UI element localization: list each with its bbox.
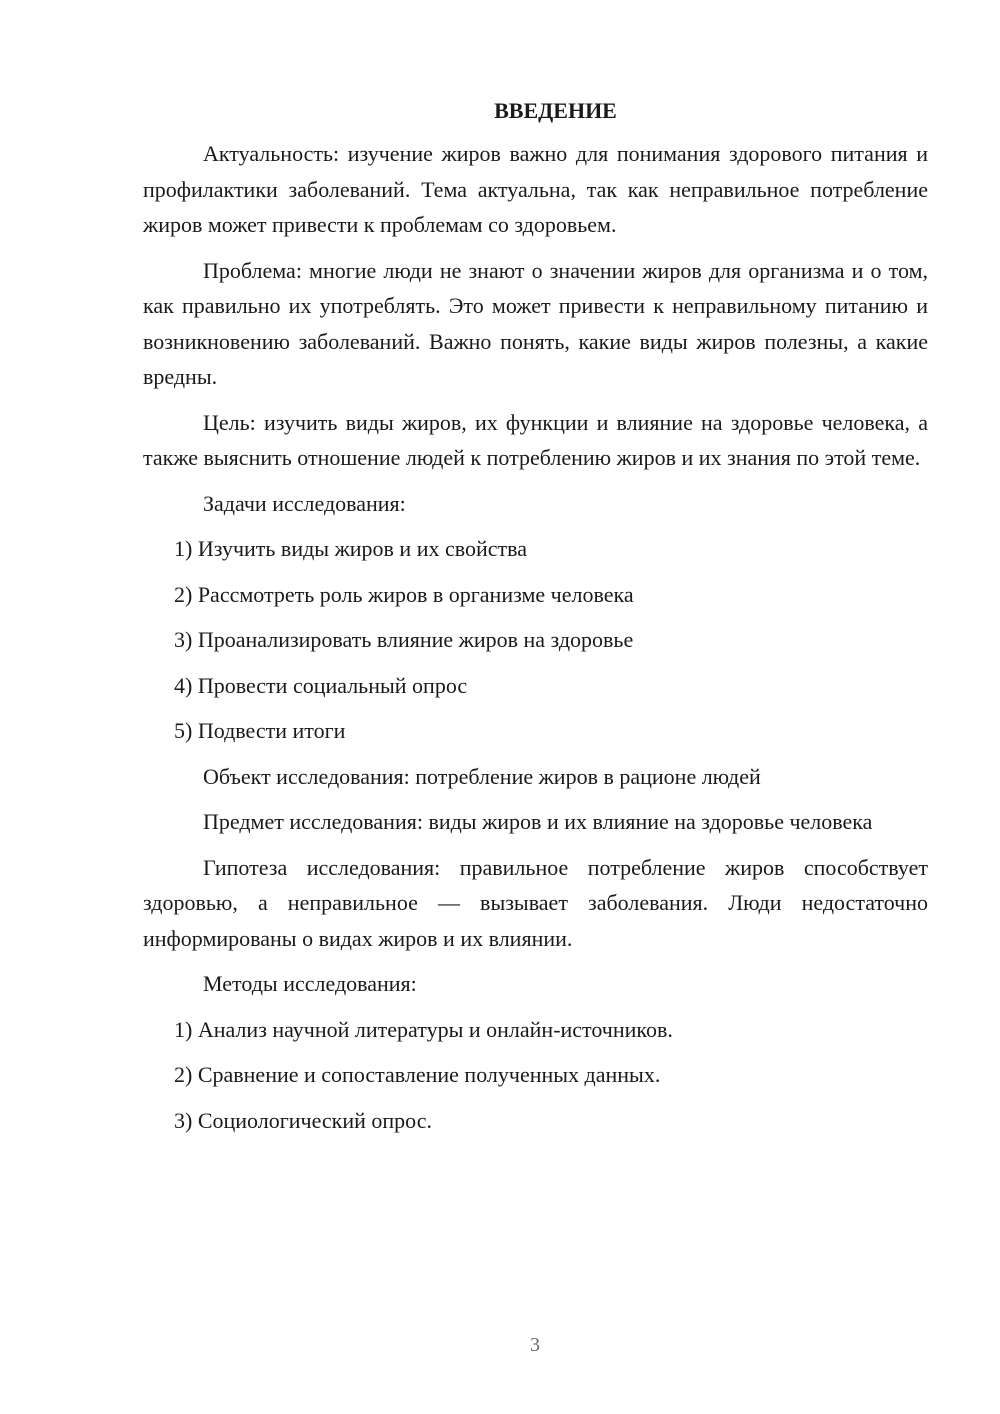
page-title: ВВЕДЕНИЕ xyxy=(494,98,617,123)
methods-heading: Методы исследования: xyxy=(203,971,417,996)
task-item: 5) Подвести итоги xyxy=(174,718,346,743)
problem-paragraph: Проблема: многие люди не знают о значении жиров для организма и о том, как правильно их употреблять. Это может привести к неправильному питанию и возникновению заболеваний. Важно понять, какие виды жиров полезны, а какие вредны. xyxy=(143,257,928,389)
relevance-paragraph: Актуальность: изучение жиров важно для понимания здорового питания и профилактики заболеваний. Тема актуальна, так как неправильное потребление жиров может привести к проблемам со здоровьем. xyxy=(143,141,928,237)
subject-paragraph: Предмет исследования: виды жиров и их влияние на здоровье человека xyxy=(203,809,873,834)
page-content xyxy=(143,96,928,1148)
task-item: 2) Рассмотреть роль жиров в организме человека xyxy=(174,581,634,607)
tasks-heading: Задачи исследования: xyxy=(203,490,406,516)
method-item: 1) Анализ научной литературы и онлайн-источников. xyxy=(174,1016,673,1042)
goal-paragraph: Цель: изучить виды жиров, их функции и влияние на здоровье человека, а также выяснить отношение людей к потреблению жиров и их знания по этой теме. xyxy=(143,409,928,470)
object-paragraph: Объект исследования: потребление жиров в рационе людей xyxy=(203,763,761,789)
page-number: 3 xyxy=(530,1334,540,1356)
method-item: 2) Сравнение и сопоставление полученных данных. xyxy=(174,1062,661,1087)
task-item: 4) Провести социальный опрос xyxy=(174,672,468,698)
method-item: 3) Социологический опрос. xyxy=(174,1107,432,1133)
hypothesis-paragraph: Гипотеза исследования: правильное потребление жиров способствует здоровью, а неправильное — вызывает заболевания. Люди недостаточно информированы о видах жиров и их влиянии. xyxy=(143,854,928,951)
task-item: 3) Проанализировать влияние жиров на здоровье xyxy=(174,627,634,652)
task-item: 1) Изучить виды жиров и их свойства xyxy=(174,536,527,561)
